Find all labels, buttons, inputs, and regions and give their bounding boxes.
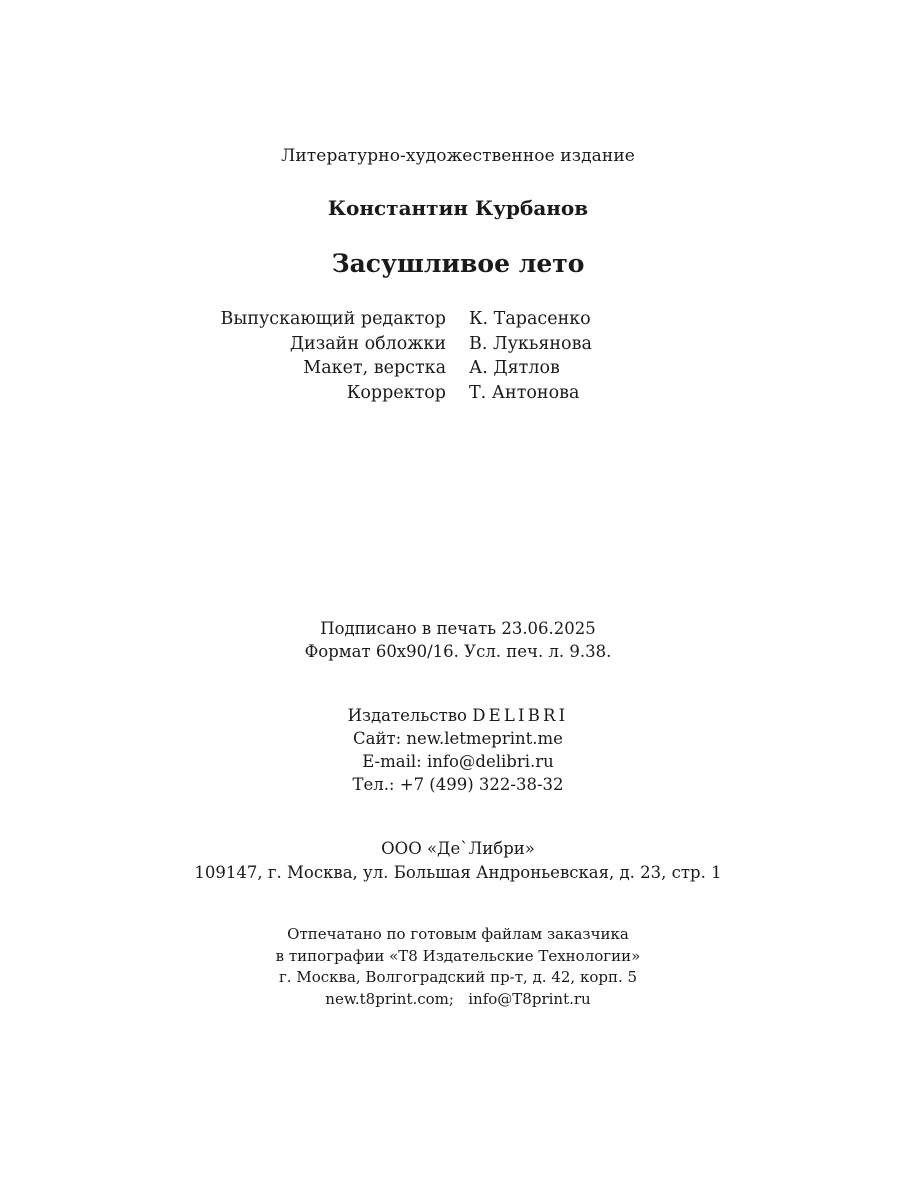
credit-row: [0, 332, 900, 357]
publisher-info: [0, 704, 900, 796]
publisher-label: Издательство: [347, 706, 467, 725]
credit-role: Выпускающий редактор: [220, 309, 446, 329]
credit-role: Корректор: [346, 382, 446, 403]
publisher-name: DELIBRI: [472, 706, 569, 725]
author-name: Константин Курбанов: [327, 196, 589, 220]
credit-name: В. Лукьянова: [469, 333, 592, 354]
publisher-line: [0, 704, 900, 727]
company-address: 109147, г. Москва, ул. Большая Андроньевская, д. 23, стр. 1: [194, 863, 722, 882]
genre-line: Литературно-художественное издание: [281, 146, 635, 166]
print-info: [0, 618, 900, 663]
publisher-email: E-mail: info@delibri.ru: [362, 752, 554, 771]
credit-name: К. Тарасенко: [469, 309, 591, 329]
company-name: ООО «Де`Либри»: [381, 839, 535, 858]
book-title: Засушливое лето: [331, 249, 585, 278]
signed-to-print: Подписано в печать 23.06.2025: [320, 619, 596, 638]
credits-list: [0, 307, 900, 405]
publisher-phone: Тел.: +7 (499) 322-38-32: [352, 775, 564, 794]
credit-row: [0, 307, 900, 332]
credit-role: Дизайн обложки: [289, 333, 446, 354]
printer-line-2: в типографии «Т8 Издательские Технологии»: [275, 946, 641, 965]
printer-info: [0, 924, 900, 1010]
credit-name: Т. Антонова: [469, 382, 580, 403]
credit-role: Макет, верстка: [303, 358, 446, 378]
printer-line-1: Отпечатано по готовым файлам заказчика: [287, 925, 629, 943]
company-info: [0, 837, 900, 885]
format-line: Формат 60х90/16. Усл. печ. л. 9.38.: [304, 641, 612, 661]
printer-line-4: new.t8print.com; info@T8print.ru: [325, 989, 591, 1008]
printer-line-3: г. Москва, Волгоградский пр-т, д. 42, корп. 5: [278, 968, 638, 986]
publisher-site: Сайт: new.letmeprint.me: [353, 729, 563, 748]
credit-name: А. Дятлов: [469, 358, 560, 378]
credit-row: [0, 381, 900, 406]
credit-row: [0, 356, 900, 381]
